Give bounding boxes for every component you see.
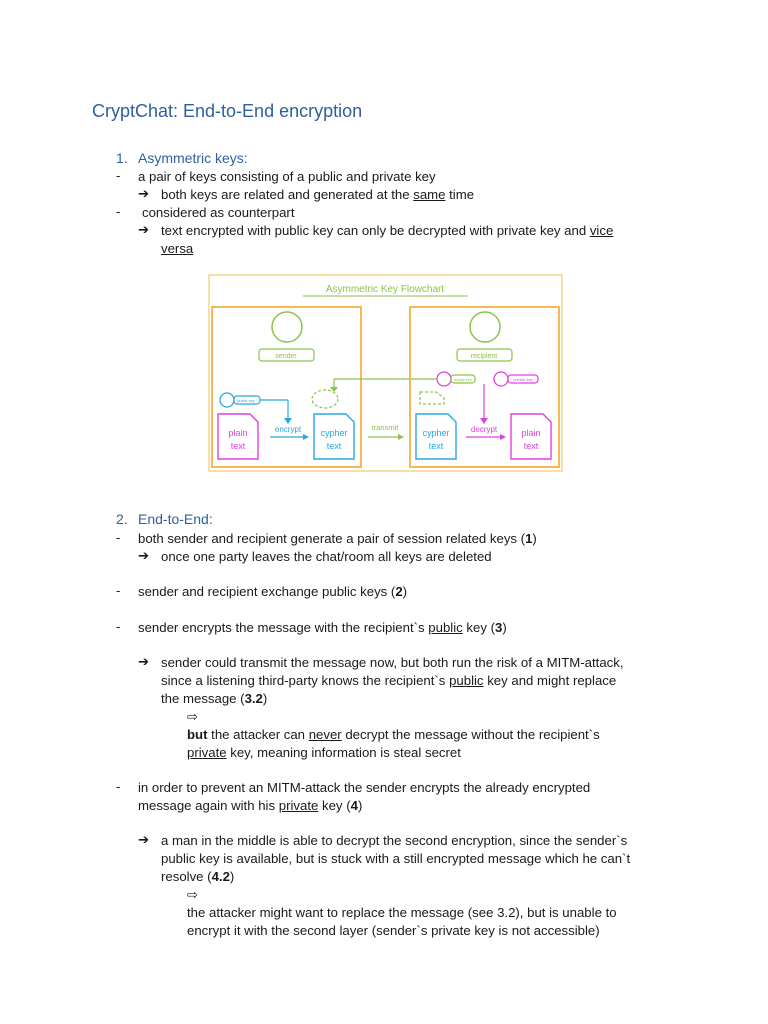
bullet-dash: - (116, 530, 121, 545)
section-2-number: 2. (116, 511, 128, 527)
s2-sub-4: encrypt it with the second layer (sender`s private key is not accessible) (187, 923, 600, 938)
bullet-dash: - (116, 204, 121, 219)
s2-arrow-3-line3: resolve (4.2) (161, 869, 235, 884)
s1-bullet-2: considered as counterpart (142, 205, 295, 220)
plain-text-label: plain (228, 428, 248, 438)
s2-sub-1: but the attacker can never decrypt the message without the recipient`s (187, 727, 600, 742)
s1-bullet-1: a pair of keys consisting of a public and private key (138, 169, 436, 184)
s2-bullet-4-line2: message again with his private key (4) (138, 798, 363, 813)
bullet-dash: - (116, 583, 121, 598)
arrow-icon: ➔ (138, 548, 150, 563)
s2-sub-2: private key, meaning information is steal secret (187, 745, 461, 760)
s2-arrow-2-line1: sender could transmit the message now, but both run the risk of a MITM-attack, (161, 655, 624, 670)
flowchart-title: Asymmetric Key Flowchart (325, 284, 445, 295)
cypher-text-label: cypher (422, 428, 450, 438)
s2-bullet-2: sender and recipient exchange public keys (2) (138, 584, 408, 599)
bullet-dash: - (116, 779, 121, 794)
page-title: CryptChat: End-to-End encryption (92, 101, 363, 121)
decrypt-label: decrypt (470, 425, 498, 434)
flowchart-frame (209, 275, 562, 471)
arrow-icon: ➔ (138, 654, 150, 669)
implies-icon: ⇨ (187, 887, 199, 902)
encrypt-label: encrypt (274, 425, 302, 434)
implies-icon: ⇨ (187, 709, 199, 724)
s1-arrow-2-cont: versa (161, 241, 194, 256)
s2-arrow-1: once one party leaves the chat/room all keys are deleted (161, 549, 492, 564)
s2-arrow-3-line1: a man in the middle is able to decrypt the second encryption, since the sender`s (161, 833, 628, 848)
s2-arrow-2-line3: the message (3.2) (161, 691, 268, 706)
key-label: public key (237, 398, 255, 403)
bullet-dash: - (116, 619, 121, 634)
bullet-dash: - (116, 168, 121, 183)
s2-arrow-2-line2: since a listening third-party knows the recipient`s public key and might replace (161, 673, 617, 688)
cypher-text-label: text (326, 441, 342, 451)
key-label: private key (513, 377, 533, 382)
sender-label: sender (275, 353, 297, 360)
s2-bullet-3: sender encrypts the message with the recipient`s public key (3) (138, 620, 507, 635)
plain-text-label: text (523, 441, 539, 451)
s2-sub-3: the attacker might want to replace the message (see 3.2), but is unable to (187, 905, 617, 920)
plain-text-label: plain (521, 428, 541, 438)
s2-bullet-4-line1: in order to prevent an MITM-attack the sender encrypts the already encrypted (138, 780, 591, 795)
key-label: public key (454, 377, 472, 382)
asymmetric-key-flowchart (208, 274, 563, 472)
section-2-heading: End-to-End: (138, 511, 213, 527)
s1-arrow-1: both keys are related and generated at the same time (161, 187, 475, 202)
plain-text-label: text (230, 441, 246, 451)
section-1-number: 1. (116, 150, 128, 166)
arrow-icon: ➔ (138, 186, 150, 201)
s2-bullet-1: both sender and recipient generate a pair of session related keys (1) (138, 531, 537, 546)
cypher-text-label: cypher (320, 428, 348, 438)
s1-arrow-2: text encrypted with public key can only be decrypted with private key and vice (161, 223, 614, 238)
s2-arrow-3-line2: public key is available, but is stuck with a still encrypted message which he can`t (161, 851, 631, 866)
arrow-icon: ➔ (138, 222, 150, 237)
transmit-label: transmit (371, 423, 399, 432)
section-1-heading: Asymmetric keys: (138, 150, 248, 166)
recipient-label: recipient (470, 353, 498, 360)
cypher-text-label: text (428, 441, 444, 451)
arrow-icon: ➔ (138, 832, 150, 847)
